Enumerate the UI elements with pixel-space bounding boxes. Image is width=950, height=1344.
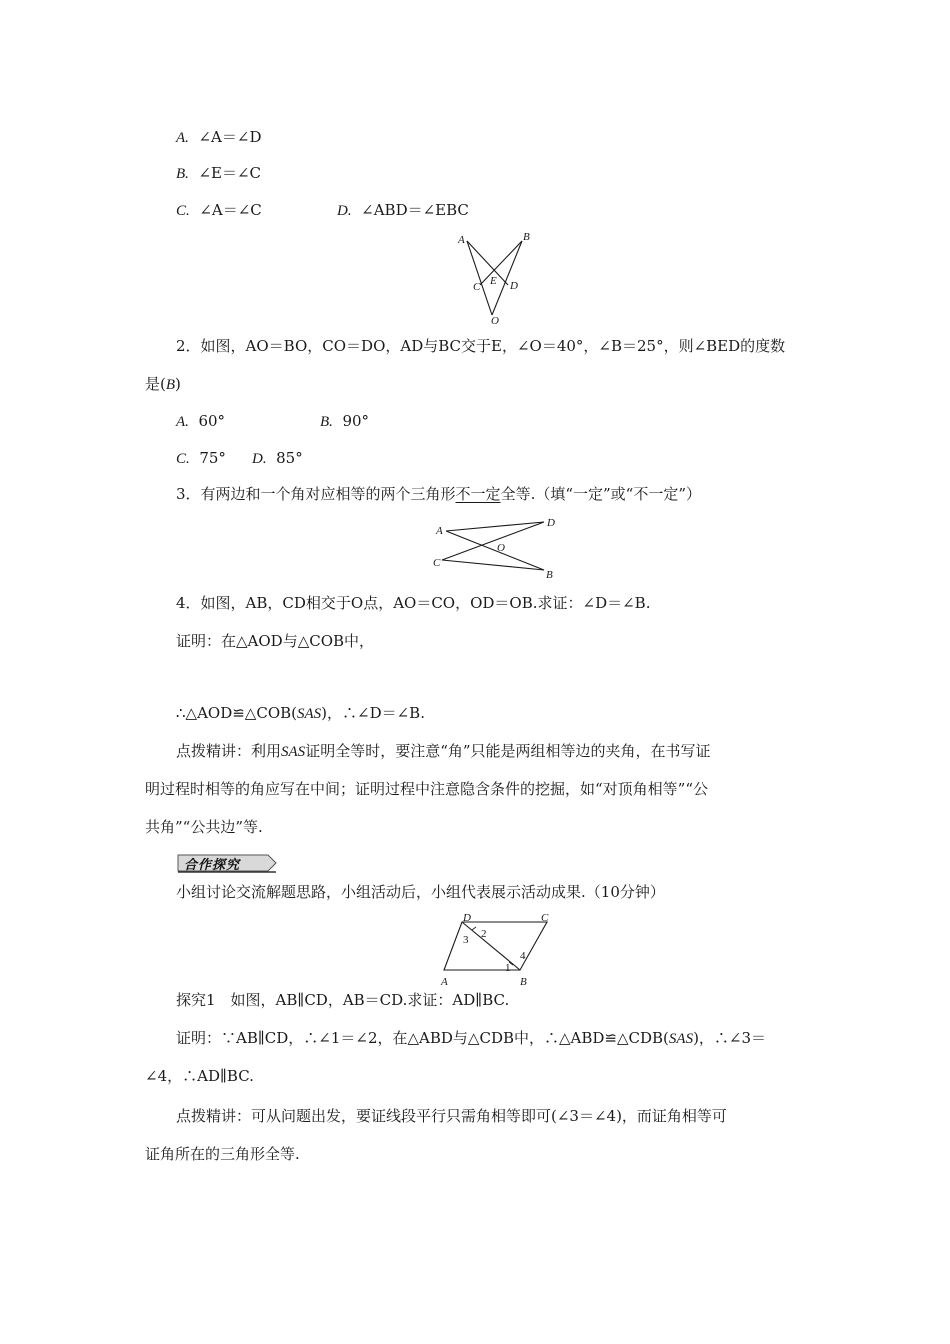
option-text: ∠A＝∠D [198, 128, 262, 146]
line-cd [442, 522, 544, 560]
option-text: 90° [342, 412, 370, 430]
option-c [176, 200, 262, 221]
label-a: A [441, 976, 448, 988]
line-ab [446, 531, 544, 570]
angle-mark-2 [472, 927, 476, 930]
label-c: C [473, 281, 481, 293]
label-e: E [490, 275, 497, 287]
tip1-line2: 明过程时相等的角应写在中间；证明过程中注意隐含条件的挖掘，如“对顶角相等”“公 [145, 780, 709, 798]
explore1-proof-suffix: )，∴∠3＝ [693, 1029, 767, 1047]
line-bc [480, 241, 522, 285]
tip1-prefix: 点拨精讲：利用 [176, 742, 282, 760]
q4-line3 [176, 703, 425, 724]
label-d: D [547, 517, 555, 529]
q2-answer: B [165, 377, 176, 393]
option-letter: A. [176, 414, 189, 430]
tip2-line1: 点拨精讲：可从问题出发，要证线段平行只需角相等即可(∠3＝∠4)，而证角相等可 [176, 1107, 727, 1125]
q2-option-c [176, 448, 226, 469]
figure-crossing-segments [428, 512, 568, 584]
q2-option-b [320, 411, 369, 432]
q4-sas: SAS [297, 706, 322, 722]
explore1-line1: 探究1 如图，AB∥CD，AB＝CD.求证：AD∥BC. [176, 991, 510, 1009]
option-b [176, 163, 261, 184]
explore1-proof-prefix: 证明：∵AB∥CD，∴∠1＝∠2，在△ABD与△CDB中，∴△ABD≌△CDB( [176, 1029, 669, 1047]
label-o: O [491, 315, 499, 326]
tip1-line1 [176, 741, 711, 762]
section-heading [176, 852, 280, 874]
option-text: 60° [198, 412, 226, 430]
figure-triangles-aobo [450, 226, 540, 326]
q2-option-a [176, 411, 225, 432]
label-4: 4 [520, 950, 526, 962]
line-ad [467, 241, 508, 285]
parallelogram-abcd [444, 922, 547, 970]
label-a: A [458, 234, 465, 246]
label-3: 3 [463, 934, 469, 946]
label-1: 1 [505, 962, 511, 974]
q3-line [176, 484, 701, 504]
option-letter: A. [176, 130, 189, 146]
label-b: B [546, 569, 553, 581]
option-text: ∠ABD＝∠EBC [361, 201, 469, 219]
label-d: D [510, 280, 518, 292]
option-text: 85° [276, 449, 303, 467]
label-b: B [520, 976, 527, 988]
q3-suffix: 全等.（填“一定”或“不一定”） [500, 485, 702, 503]
q2-option-d [252, 448, 303, 469]
label-a: A [436, 525, 443, 537]
section-title-text: 合作探究 [184, 858, 241, 873]
line-cb [442, 560, 544, 570]
explore1-line2 [176, 1028, 766, 1049]
q4-line1: 4．如图，AB，CD相交于O点，AO＝CO，OD＝OB.求证：∠D＝∠B. [176, 594, 651, 612]
line-ad [446, 522, 544, 531]
q3-answer: 不一定 [455, 485, 501, 503]
q4-conclusion-prefix: ∴△AOD≌△COB( [176, 704, 297, 722]
explore1-sas: SAS [668, 1031, 694, 1047]
option-letter: C. [176, 203, 190, 219]
q4-line2: 证明：在△AOD与△COB中， [176, 632, 375, 650]
option-letter: D. [252, 451, 267, 467]
tip1-line3: 共角”“公共边”等. [145, 818, 263, 836]
diagonal-bd [462, 922, 520, 970]
option-text: 75° [199, 449, 226, 467]
label-2: 2 [481, 928, 487, 940]
option-d [337, 200, 469, 221]
explore1-line3: ∠4，∴AD∥BC. [145, 1067, 254, 1085]
option-letter: B. [320, 414, 333, 430]
tip1-suffix: 证明全等时，要注意“角”只能是两组相等边的夹角，在书写证 [305, 742, 711, 760]
label-o: O [497, 542, 505, 554]
label-b: B [523, 231, 530, 243]
label-d: D [463, 912, 471, 924]
q3-prefix: 3．有两边和一个角对应相等的两个三角形 [176, 485, 456, 503]
option-a [176, 127, 261, 148]
option-letter: B. [176, 166, 189, 182]
q2-line2 [145, 374, 181, 395]
option-letter: D. [337, 203, 352, 219]
option-text: ∠E＝∠C [198, 164, 262, 182]
figure-parallelogram [432, 910, 558, 990]
option-letter: C. [176, 451, 190, 467]
q2-suffix: ) [175, 375, 181, 393]
label-c: C [433, 557, 441, 569]
option-text: ∠A＝∠C [199, 201, 262, 219]
line-ao [467, 241, 492, 315]
label-c: C [541, 912, 549, 924]
tip2-line2: 证角所在的三角形全等. [145, 1145, 300, 1163]
tip1-sas: SAS [281, 744, 306, 760]
q2-line1: 2．如图，AO＝BO，CO＝DO，AD与BC交于E，∠O＝40°，∠B＝25°，则∠BED的度数 [176, 337, 786, 355]
q2-prefix: 是( [145, 375, 166, 393]
q4-conclusion-suffix: )，∴∠D＝∠B. [321, 704, 425, 722]
group-activity: 小组讨论交流解题思路，小组活动后，小组代表展示活动成果.（10分钟） [176, 883, 665, 901]
